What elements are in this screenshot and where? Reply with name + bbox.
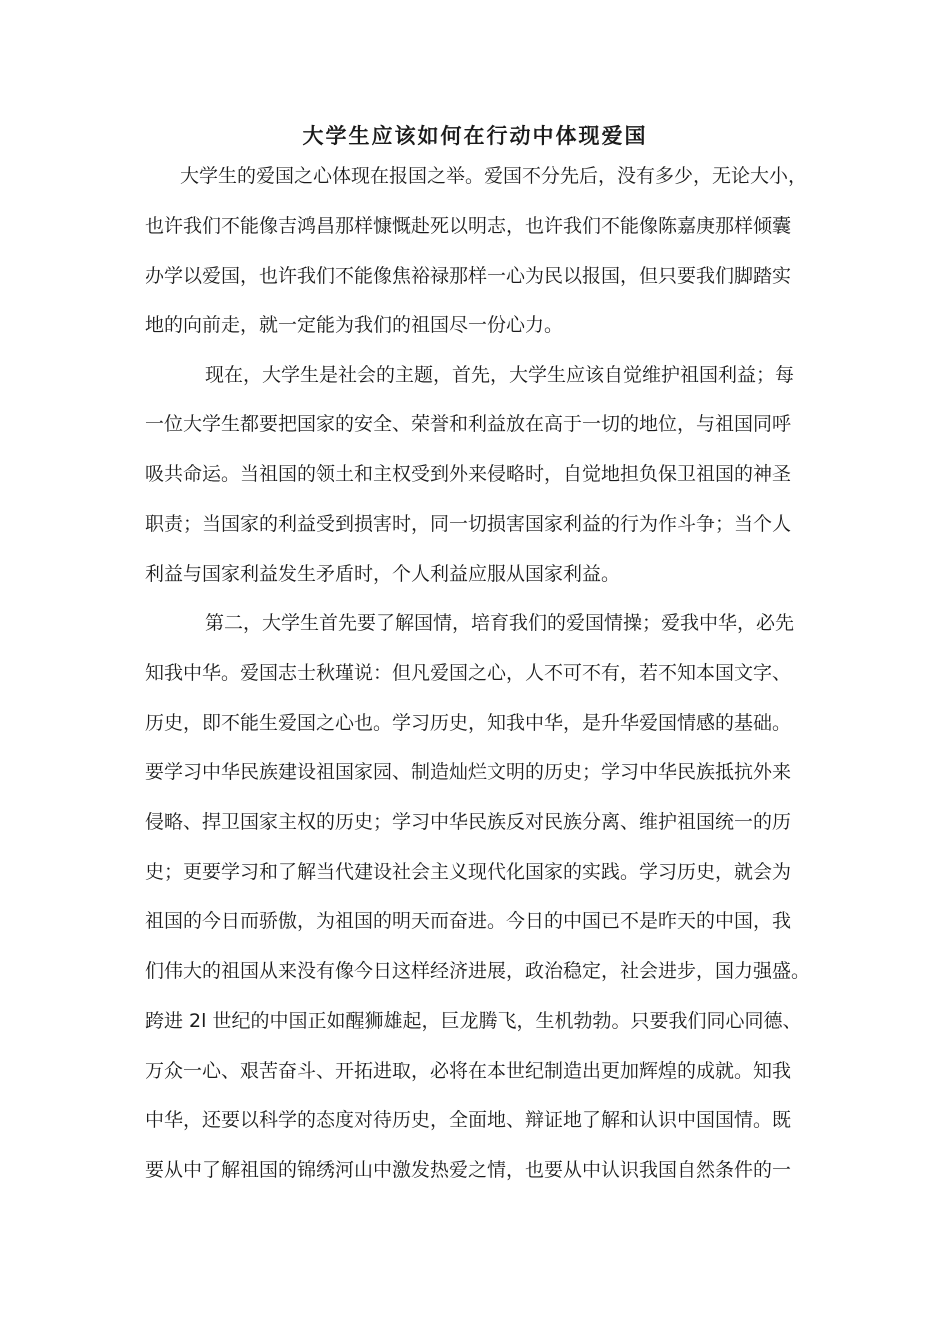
text-line: 跨进 2l 世纪的中国正如醒狮雄起，巨龙腾飞，生机勃勃。只要我们同心同德、 <box>145 1010 802 1032</box>
text-line: 侵略、捍卫国家主权的历史；学习中华民族反对民族分离、维护祖国统一的历 <box>145 811 792 833</box>
text-line: 历史，即不能生爱国之心也。学习历史，知我中华，是升华爱国情感的基础。 <box>145 712 792 734</box>
text-line: 中华，还要以科学的态度对待历史，全面地、辩证地了解和认识中国国情。既 <box>145 1109 792 1131</box>
text-line: 地的向前走，就一定能为我们的祖国尽一份心力。 <box>145 314 564 336</box>
text-line: 万众一心、艰苦奋斗、开拓进取，必将在本世纪制造出更加辉煌的成就。知我 <box>145 1060 792 1082</box>
text-line: 要学习中华民族建设祖国家园、制造灿烂文明的历史；学习中华民族抵抗外来 <box>145 761 792 783</box>
document-title: 大学生应该如何在行动中体现爱国 <box>302 123 648 148</box>
text-line: 知我中华。爱国志士秋瑾说：但凡爱国之心，人不可不有，若不知本国文字、 <box>145 662 792 684</box>
text-line: 要从中了解祖国的锦绣河山中激发热爱之情，也要从中认识我国自然条件的一 <box>145 1159 792 1181</box>
text-line: 职责；当国家的利益受到损害时，同一切损害国家利益的行为作斗争；当个人 <box>145 513 792 535</box>
text-line: 史；更要学习和了解当代建设社会主义现代化国家的实践。学习历史，就会为 <box>145 861 792 883</box>
text-line: 祖国的今日而骄傲，为祖国的明天而奋进。今日的中国已不是昨天的中国，我 <box>145 910 792 932</box>
text-line: 利益与国家利益发生矛盾时，个人利益应服从国家利益。 <box>145 563 621 585</box>
text-line: 吸共命运。当祖国的领土和主权受到外来侵略时，自觉地担负保卫祖国的神圣 <box>145 463 792 485</box>
text-line: 一位大学生都要把国家的安全、荣誉和利益放在高于一切的地位，与祖国同呼 <box>145 413 792 435</box>
text-line: 办学以爱国，也许我们不能像焦裕禄那样一心为民以报国，但只要我们脚踏实 <box>145 265 792 287</box>
text-line: 也许我们不能像吉鸿昌那样慷慨赴死以明志，也许我们不能像陈嘉庚那样倾囊 <box>145 215 792 237</box>
text-line: 大学生的爱国之心体现在报国之举。爱国不分先后，没有多少，无论大小， <box>180 165 808 187</box>
text-line: 现在，大学生是社会的主题，首先，大学生应该自觉维护祖国利益；每 <box>205 364 795 386</box>
text-line: 第二，大学生首先要了解国情，培育我们的爱国情操；爱我中华，必先 <box>205 612 795 634</box>
text-line: 们伟大的祖国从来没有像今日这样经济进展，政治稳定，社会进步，国力强盛。 <box>145 960 810 982</box>
